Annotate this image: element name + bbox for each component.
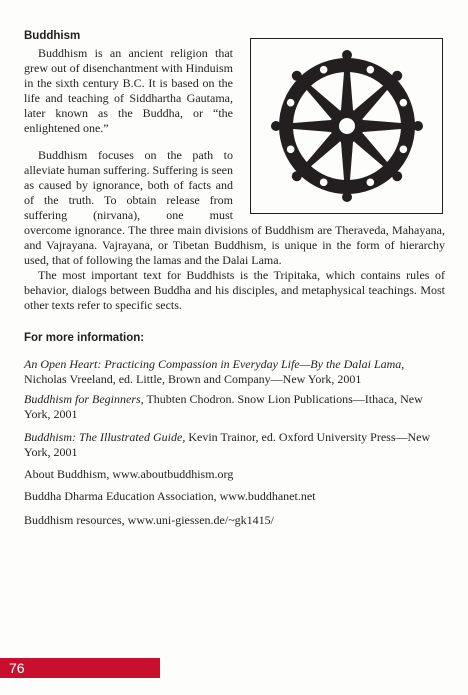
- wheel-rim-dot: [399, 146, 407, 154]
- more-info-heading: For more information:: [24, 332, 145, 344]
- reference-item: [24, 430, 445, 460]
- wheel-hub-center: [339, 118, 355, 134]
- wheel-rim-dot: [319, 66, 327, 74]
- reference-details: Kevin Trainor, ed. Oxford University Press—New York, 2001: [24, 430, 431, 459]
- paragraph-suffering-start: Buddhism focuses on the path to alleviate human suffering. Suffering is seen as caused by ignorance, both of facts and of the truth. To obtain release from suffering (nirvana), one must: [24, 148, 233, 222]
- reference-link-item: Buddhism resources, www.uni-giessen.de/~gk1415/: [24, 513, 275, 527]
- wheel-handle: [342, 192, 352, 202]
- wheel-spoke: [287, 120, 331, 132]
- wheel-handle: [271, 121, 281, 131]
- paragraph-suffering-end: overcome ignorance. The three main divisions of Buddhism are Theraveda, Mahayana, and Vajrayana. Vajrayana, or Tibetan Buddhism, is unique in the form of hierarchy used, that of following the lamas and the Dalai Lama.: [24, 223, 445, 267]
- wheel-handle: [413, 121, 423, 131]
- reference-details: Thubten Chodron. Snow Lion Publications—Ithaca, New York, 2001: [24, 392, 423, 421]
- reference-title: Buddhism: The Illustrated Guide,: [24, 430, 186, 444]
- reference-link-item: Buddha Dharma Education Association, www.buddhanet.net: [24, 489, 316, 503]
- reference-item: [24, 357, 445, 387]
- wheel-handle: [392, 171, 402, 181]
- wheel-rim-dot: [286, 99, 294, 107]
- wheel-rim-dot: [286, 146, 294, 154]
- reference-item: [24, 392, 445, 422]
- section-heading: Buddhism: [24, 30, 81, 42]
- paragraph-intro: Buddhism is an ancient religion that grew out of disenchantment with Hinduism in the sixth century B.C. It is based on the life and teaching of Siddhartha Gautama, later known as the Buddha, or “the enlightened one.”: [24, 46, 233, 135]
- wheel-rim-dot: [366, 66, 374, 74]
- wheel-handle: [291, 171, 301, 181]
- wheel-rim-dot: [366, 179, 374, 187]
- dharma-wheel-icon: [267, 46, 427, 206]
- reference-title: Buddhism for Beginners,: [24, 392, 144, 406]
- footer-bar: [0, 658, 160, 678]
- reference-details: Nicholas Vreeland, ed. Little, Brown and Company—New York, 2001: [24, 372, 362, 386]
- wheel-spoke: [341, 66, 353, 110]
- dharma-wheel-figure: [250, 38, 443, 214]
- page-number: 76: [9, 660, 25, 676]
- wheel-handle: [291, 71, 301, 81]
- wheel-handle: [392, 71, 402, 81]
- paragraph-tripitaka: The most important text for Buddhists is the Tripitaka, which contains rules of behavior, dialogs between Buddha and his disciples, and metaphysical teachings. Most other texts refer to specific sects.: [24, 268, 445, 312]
- wheel-rim-dot: [319, 179, 327, 187]
- reference-link-item: About Buddhism, www.aboutbuddhism.org: [24, 467, 234, 481]
- wheel-rim-dot: [399, 99, 407, 107]
- wheel-spoke: [363, 120, 407, 132]
- wheel-handle: [342, 50, 352, 60]
- reference-title: An Open Heart: Practicing Compassion in Everyday Life—By the Dalai Lama,: [24, 357, 405, 371]
- wheel-spoke: [341, 142, 353, 186]
